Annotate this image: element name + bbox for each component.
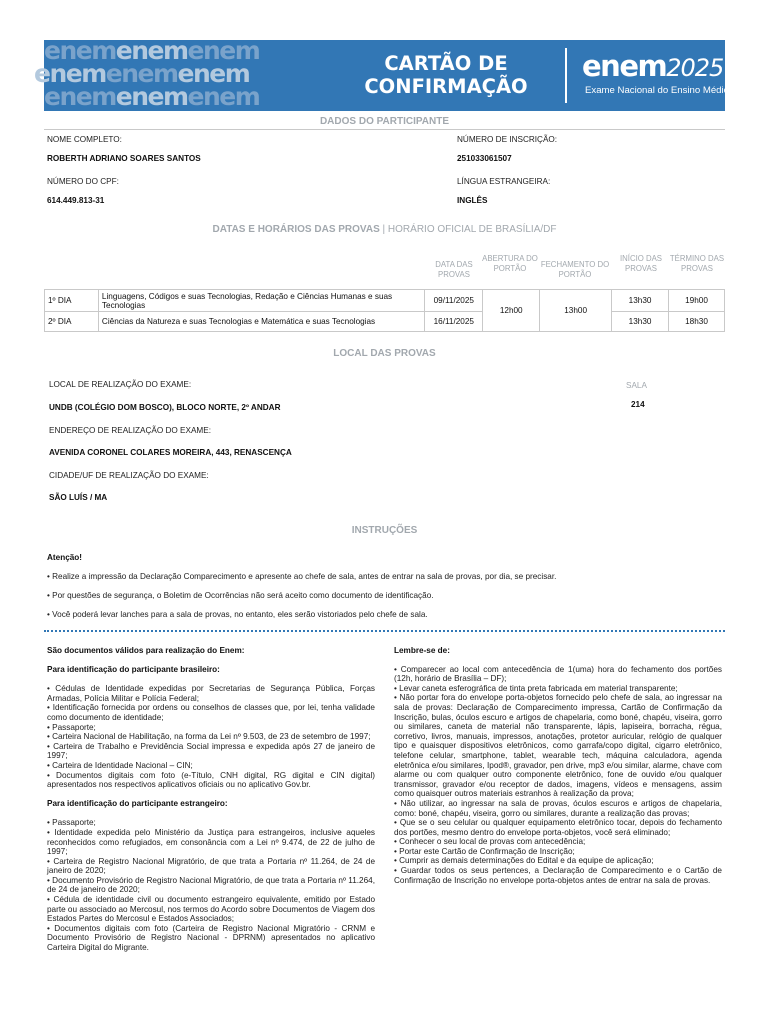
- lembrete-column: [394, 646, 722, 885]
- lembrete-heading: Lembre-se de:: [394, 646, 450, 655]
- cpf-label: NÚMERO DO CPF:: [47, 177, 119, 186]
- instrucao-item: • Você poderá levar lanches para a sala de provas, no entanto, eles serão vistoriados pelo chefe de sala.: [47, 610, 428, 619]
- list-item: • Comparecer ao local com antecedência de 1(uma) hora do fechamento dos portões (12h, horário de Brasília – DF);: [394, 664, 722, 684]
- list-item: • Documentos digitais com foto (Carteira de Registro Nacional Migratório - CRNM e Documento Provisório de Registro Nacional - DPRNM) apresentados no aplicativo Carteira Digital do Migrante.: [47, 923, 375, 953]
- nome-label: NOME COMPLETO:: [47, 135, 122, 144]
- list-item: • Cumprir as demais determinações do Edital e da equipe de aplicação;: [394, 856, 654, 866]
- estrangeiro-list: [47, 818, 375, 952]
- document-title: CARTÃO DE CONFIRMAÇÃO: [364, 52, 528, 98]
- data-cell: 16/11/2025: [425, 312, 483, 332]
- list-item: • Cédula de identidade civil ou documento estrangeiro equivalente, emitido por Estado parte ou associado ao Mercosul, nos termos do Acordo sobre Documentos de Viagem dos Estados Partes do Mercosul e Estados Associados;: [47, 895, 375, 924]
- section-title-provas: DATAS E HORÁRIOS DAS PROVAS | HORÁRIO OFICIAL DE BRASÍLIA/DF: [212, 224, 557, 235]
- provas-cell: Ciências da Natureza e suas Tecnologias e Matemática e suas Tecnologias: [98, 312, 424, 332]
- lingua-value: INGLÊS: [457, 196, 488, 205]
- col-head-data: DATA DAS PROVAS: [435, 260, 473, 279]
- section-title-participante: DADOS DO PARTICIPANTE: [319, 116, 450, 127]
- list-item: • Documento Provisório de Registro Nacional Migratório, de que trata a Portaria nº 11.264, de 24 de janeiro de 2020;: [47, 875, 375, 895]
- abertura-cell: 12h00: [483, 290, 540, 332]
- sala-value: 214: [631, 400, 645, 409]
- list-item: • Passaporte;: [47, 818, 96, 828]
- logo-subtitle: Exame Nacional do Ensino Médio: [585, 85, 729, 96]
- provas-cell: Linguagens, Códigos e suas Tecnologias, Redação e Ciências Humanas e suas Tecnologias: [98, 290, 424, 312]
- list-item: • Carteira de Registro Nacional Migratório, de que trata a Portaria nº 11.264, de 24 de janeiro de 2020;: [47, 856, 375, 876]
- col-head-fechamento: FECHAMENTO DO PORTÃO: [540, 260, 610, 279]
- schedule-table: [44, 289, 725, 332]
- list-item: • Não utilizar, ao ingressar na sala de provas, óculos escuros e artigos de chapelaria, como: boné, chapéu, viseira, gorro ou similares, durante a realização das provas;: [394, 798, 722, 818]
- lingua-label: LÍNGUA ESTRANGEIRA:: [457, 177, 551, 186]
- list-item: • Carteira de Trabalho e Previdência Social impressa e expedida após 27 de janeiro de 1997;: [47, 741, 375, 761]
- termino-cell: 18h30: [669, 312, 725, 332]
- data-cell: 09/11/2025: [425, 290, 483, 312]
- list-item: • Conhecer o seu local de provas com antecedência;: [394, 837, 586, 847]
- cidade-label: CIDADE/UF DE REALIZAÇÃO DO EXAME:: [49, 471, 209, 480]
- list-item: • Carteira Nacional de Habilitação, na forma da Lei nº 9.503, de 23 de setembro de 1997;: [47, 732, 371, 742]
- local-label: LOCAL DE REALIZAÇÃO DO EXAME:: [49, 380, 192, 389]
- local-value: UNDB (COLÉGIO DOM BOSCO), BLOCO NORTE, 2º ANDAR: [49, 403, 281, 412]
- endereco-label: ENDEREÇO DE REALIZAÇÃO DO EXAME:: [49, 426, 211, 435]
- table-row: [45, 312, 725, 332]
- col-head-inicio: INÍCIO DAS PROVAS: [619, 254, 663, 273]
- list-item: • Cédulas de Identidade expedidas por Secretarias de Segurança Pública, Forças Armadas, Polícia Militar e Polícia Federal;: [47, 684, 375, 703]
- list-item: • Identidade expedida pelo Ministério da Justiça para estrangeiros, inclusive aqueles reconhecidos como refugiados, em consonância com a Lei nº 9.474, de 22 de julho de 1997;: [47, 827, 375, 857]
- instrucao-item: • Realize a impressão da Declaração Comparecimento e apresente ao chefe de sala, antes de entrar na sala de provas, por dia, se precisar.: [47, 572, 557, 581]
- fechamento-cell: 13h00: [540, 290, 612, 332]
- termino-cell: 19h00: [669, 290, 725, 312]
- enem-watermark-pattern: enemenemenem enemenemenem enemenemenem: [34, 36, 260, 111]
- inscricao-label: NÚMERO DE INSCRIÇÃO:: [457, 135, 558, 144]
- documentos-heading: São documentos válidos para realização do Enem:: [47, 646, 245, 655]
- section-title-local: LOCAL DAS PROVAS: [333, 348, 436, 359]
- section-title-instrucoes: INSTRUÇÕES: [351, 525, 418, 536]
- list-item: • Identificação fornecida por ordens ou conselhos de classes que, por lei, tenha validade como documento de identidade;: [47, 703, 375, 722]
- table-row: [45, 290, 725, 312]
- header-banner: [34, 36, 729, 111]
- dia-cell: 1º DIA: [45, 290, 99, 312]
- col-head-abertura: ABERTURA DO PORTÃO: [482, 254, 538, 273]
- dia-cell: 2º DIA: [45, 312, 99, 332]
- list-item: • Levar caneta esferográfica de tinta preta fabricada em material transparente;: [394, 683, 678, 693]
- lembrete-list: [394, 665, 722, 886]
- list-item: • Portar este Cartão de Confirmação de Inscrição;: [394, 846, 575, 856]
- nome-value: ROBERTH ADRIANO SOARES SANTOS: [47, 154, 201, 163]
- col-head-termino: TÉRMINO DAS PROVAS: [669, 254, 725, 273]
- sala-label: SALA: [626, 381, 647, 390]
- atencao-heading: Atenção!: [47, 553, 83, 562]
- dotted-divider: [44, 630, 725, 632]
- brasileiro-list: [47, 684, 375, 790]
- list-item: • Não portar fora do envelope porta-objetos fornecido pelo chefe de sala, ao ingressar na sala de provas: Declaração de Comparecimento impressa, Cartão de Confirmação da Inscrição, bulas, óculos escuro e artigos de chapelaria, como boné, chapéu, viseira, gorro ou similares, caneta de material não transparente, lápis, lapiseira, borracha, régua, corretivo, livros, manuais, impressos, anotações, protetor auricular, relógio de qualquer tipo e quaisquer dispositivos eletrônicos, como garrafa/copo digital, cigarro eletrônico, telefone celular, smartphone, tablet, wearable tech, máquina calculadora, agenda eletrônica e/ou similares, Ipod®, gravador, pen drive, mp3 e/ou similar, alarme, chave com alarme ou com qualquer outro componente eletrônico, fone de ouvido e/ou qualquer transmissor, gravador e/ou receptor de dados, imagens, vídeos e mensagens, assim como quaisquer outros materiais estranhos à realização da prova;: [394, 693, 722, 799]
- list-item: • Documentos digitais com foto (e-Título, CNH digital, RG digital e CIN digital) apresentados nos respectivos aplicativos oficiais ou no aplicativo Gov.br.: [47, 770, 375, 790]
- brasileiro-heading: Para identificação do participante brasileiro:: [47, 664, 220, 674]
- inscricao-value: 251033061507: [457, 154, 512, 163]
- cidade-value: SÃO LUÍS / MA: [49, 493, 108, 502]
- list-item: • Que se o seu celular ou qualquer equipamento eletrônico tocar, depois do fechamento dos portões, mesmo dentro do envelope porta-objetos, você será eliminado;: [394, 818, 722, 837]
- list-item: • Passaporte;: [47, 722, 96, 732]
- inicio-cell: 13h30: [612, 290, 669, 312]
- list-item: • Carteira de Identidade Nacional – CIN;: [47, 760, 193, 770]
- enem-logo: enem2025: [582, 49, 724, 83]
- instrucao-item: • Por questões de segurança, o Boletim de Ocorrências não será aceito como documento de identificação.: [47, 591, 434, 600]
- cpf-value: 614.449.813-31: [47, 196, 105, 205]
- estrangeiro-heading: Para identificação do participante estrangeiro:: [47, 798, 228, 808]
- documentos-column: [47, 646, 375, 953]
- divider: [44, 129, 725, 130]
- endereco-value: AVENIDA CORONEL COLARES MOREIRA, 443, RENASCENÇA: [49, 448, 292, 457]
- list-item: • Guardar todos os seus pertences, a Declaração de Comparecimento e o Cartão de Confirmação de Inscrição no envelope porta-objetos antes de entrar na sala de provas.: [394, 866, 722, 885]
- inicio-cell: 13h30: [612, 312, 669, 332]
